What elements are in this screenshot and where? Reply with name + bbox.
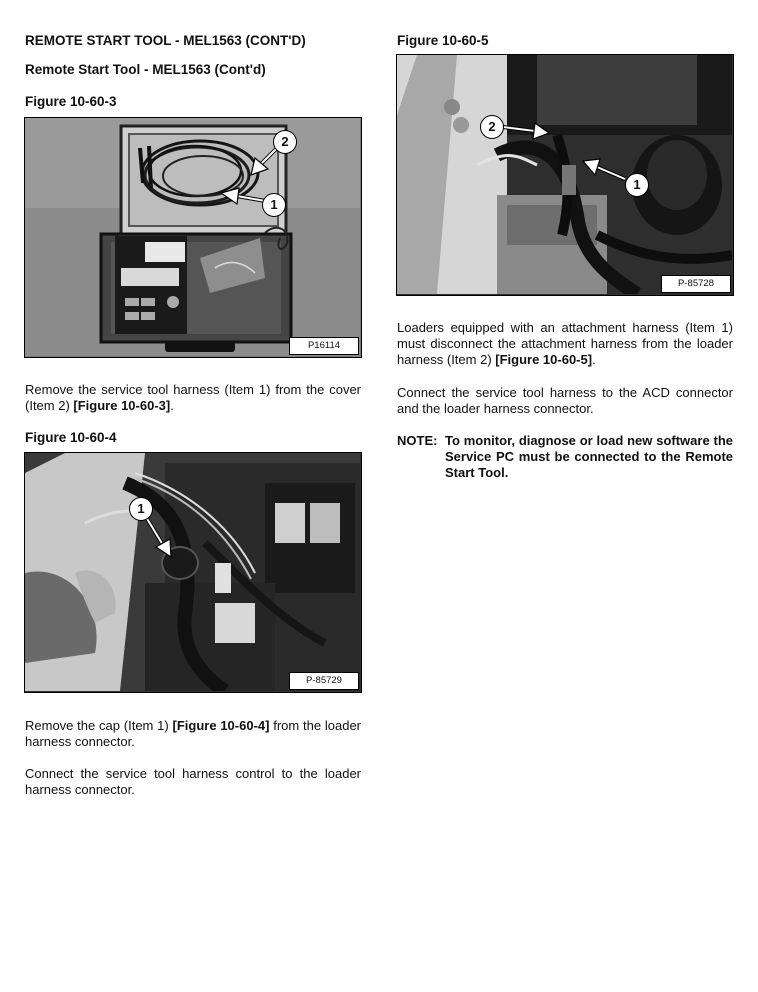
note-label: NOTE:: [397, 433, 438, 448]
paragraph-remove-harness: Remove the service tool harness (Item 1) from the cover (Item 2) [Figure 10-60-3].: [25, 382, 361, 413]
paragraph-connect-acd: Connect the service tool harness to the ACD connector and the loader harness connector.: [397, 385, 733, 416]
callout-1: 1: [262, 193, 286, 217]
callout-1: 1: [129, 497, 153, 521]
callout-1: 1: [625, 173, 649, 197]
figure-5-photo: [396, 54, 734, 296]
figure-3-code: P16114: [289, 337, 359, 355]
figure-5-title: Figure 10-60-5: [397, 33, 489, 48]
figure-3-photo: [24, 117, 362, 358]
note-text: To monitor, diagnose or load new software the Service PC must be connected to the Remote Start Tool.: [445, 433, 733, 480]
figure-4-photo: [24, 452, 362, 693]
figure-4-title: Figure 10-60-4: [25, 430, 117, 445]
callout-2: 2: [273, 130, 297, 154]
paragraph-remove-cap: Remove the cap (Item 1) [Figure 10-60-4] from the loader harness connector.: [25, 718, 362, 749]
callout-2: 2: [480, 115, 504, 139]
figure-3-title: Figure 10-60-3: [25, 94, 117, 109]
section-subheading: Remote Start Tool - MEL1563 (Cont'd): [25, 62, 266, 77]
paragraph-connect-control: Connect the service tool harness control to the loader harness connector.: [25, 766, 361, 797]
figure-4-code: P-85729: [289, 672, 359, 690]
figure-5-code: P-85728: [661, 275, 731, 293]
paragraph-attachment-harness: Loaders equipped with an attachment harness (Item 1) must disconnect the attachment harness from the loader harness (Item 2) [Figure 10-60-5].: [397, 320, 733, 367]
page-heading: REMOTE START TOOL - MEL1563 (CONT'D): [25, 33, 306, 48]
